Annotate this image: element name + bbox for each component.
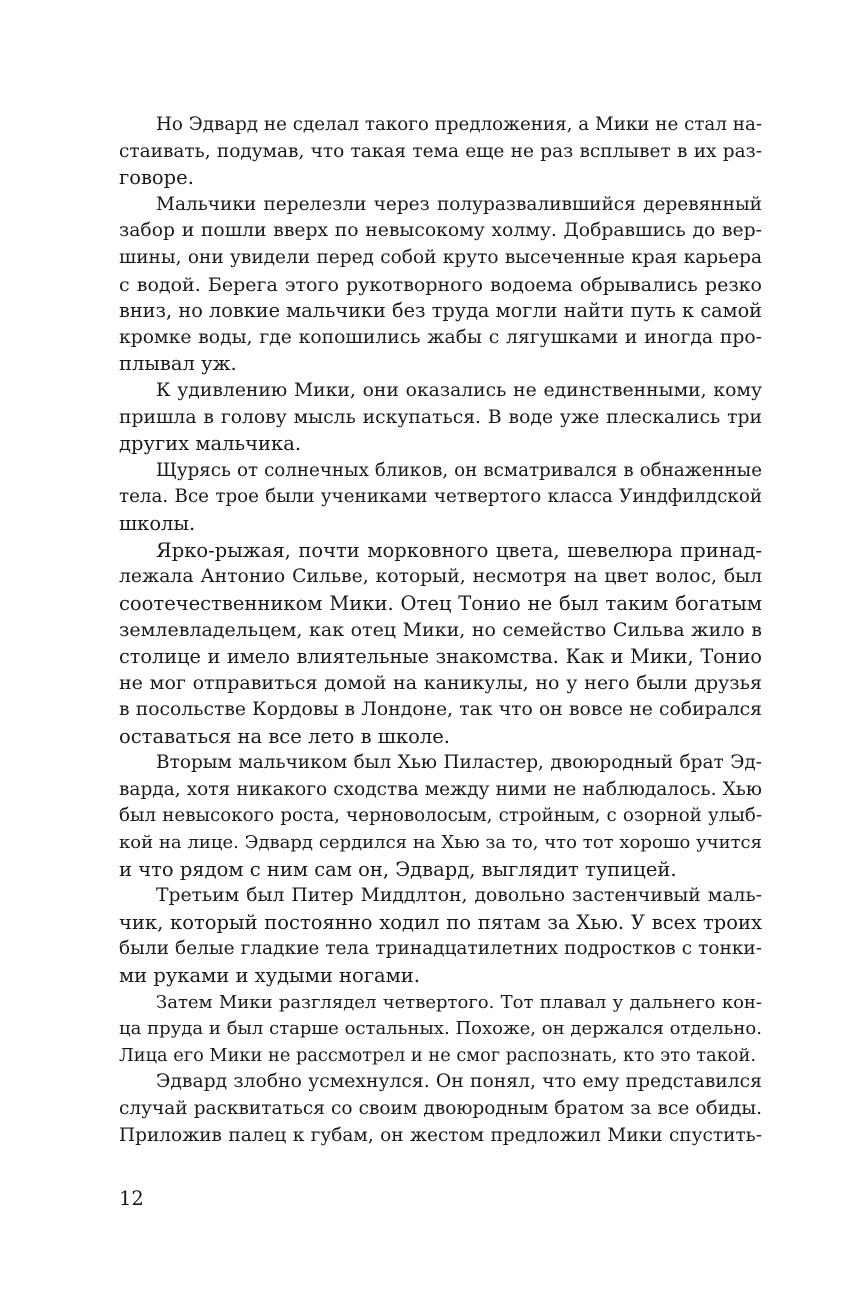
text-line: плывал уж.	[119, 352, 237, 376]
text-line: Затем Мики разглядел четвертого. Тот плавал у дальнего кон-	[156, 991, 762, 1013]
text-line: тела. Все трое были учениками четвертого класса Уиндфилдской	[119, 486, 762, 508]
page-number: 12	[119, 1187, 144, 1210]
text-line: Но Эдвард не сделал такого предложения, а Мики не стал на-	[156, 114, 762, 135]
text-line: Лица его Мики не рассмотрел и не смог распознать, кто это такой.	[119, 1045, 756, 1066]
text-line: столице и имело влиятельные знакомства. Как и Мики, Тонио	[119, 644, 762, 668]
text-line: шины, они увидели перед собой круто высеченные края карьера	[119, 246, 762, 268]
text-line: Щурясь от солнечных бликов, он всматривался в обнаженные	[156, 459, 762, 481]
text-line: кромке воды, где копошились жабы с лягушками и иногда про-	[119, 326, 762, 348]
text-line: варда, хотя никакого сходства между ними не наблюдалось. Хью	[119, 778, 762, 800]
text-line: Вторым мальчиком был Хью Пиластер, двоюродный брат Эд-	[156, 752, 762, 774]
text-line: других мальчика.	[119, 432, 302, 456]
text-line: К удивлению Мики, они оказались не единственными, кому	[156, 379, 762, 401]
text-line: землевладельцем, как отец Мики, но семейство Сильва жило в	[119, 619, 762, 642]
text-line: забор и пошли вверх по невысокому холму. Добравшись до вер-	[119, 220, 762, 242]
text-line: случай расквитаться со своим двоюродным братом за все обиды.	[119, 1097, 762, 1119]
text-line: Приложив палец к губам, он жестом предложил Мики спустить-	[119, 1124, 762, 1146]
text-line: и что рядом с ним сам он, Эдвард, выглядит тупицей.	[119, 857, 677, 881]
text-line: Мальчики перелезли через полуразвалившийся деревянный	[156, 193, 762, 215]
text-line: был невысокого роста, черноволосым, стройным, с озорной улыб-	[119, 805, 762, 827]
text-line: вниз, но ловкие мальчики без труда могли найти путь к самой	[119, 299, 762, 323]
text-line: оставаться на все лето в школе.	[119, 724, 450, 748]
text-line: лежала Антонио Сильве, который, несмотря на цвет волос, был	[119, 566, 762, 588]
text-line: Третьим был Питер Миддлтон, довольно застенчивый маль-	[156, 885, 762, 907]
text-line: говоре.	[119, 166, 194, 190]
body-text	[119, 112, 762, 1149]
text-line: с водой. Берега этого рукотворного водоема обрывались резко	[119, 273, 762, 296]
text-line: соотечественником Мики. Отец Тонио не был таким богатым	[119, 591, 762, 615]
text-line: кой на лице. Эдвард сердился на Хью за то, что тот хорошо учится	[119, 832, 762, 854]
text-line: школы.	[119, 511, 196, 535]
text-line: были белые гладкие тела тринадцатилетних подростков с тонки-	[119, 938, 762, 960]
text-line: не мог отправиться домой на каникулы, но у него были друзья	[119, 672, 762, 695]
text-line: ми руками и худыми ногами.	[119, 964, 420, 987]
text-line: стаивать, подумав, что такая тема еще не раз всплывет в их раз-	[119, 140, 762, 162]
text-line: ца пруда и был старше остальных. Похоже, он держался отдельно.	[119, 1018, 762, 1040]
text-line: чик, который постоянно ходил по пятам за Хью. У всех троих	[119, 910, 762, 934]
text-line: Эдвард злобно усмехнулся. Он понял, что ему представился	[156, 1071, 762, 1093]
text-line: пришла в голову мысль искупаться. В воде уже плескались три	[119, 406, 762, 428]
text-line: в посольстве Кордовы в Лондоне, так что он вовсе не собирался	[119, 699, 762, 721]
text-line: Ярко-рыжая, почти морковного цвета, шевелюра принад-	[156, 538, 762, 562]
